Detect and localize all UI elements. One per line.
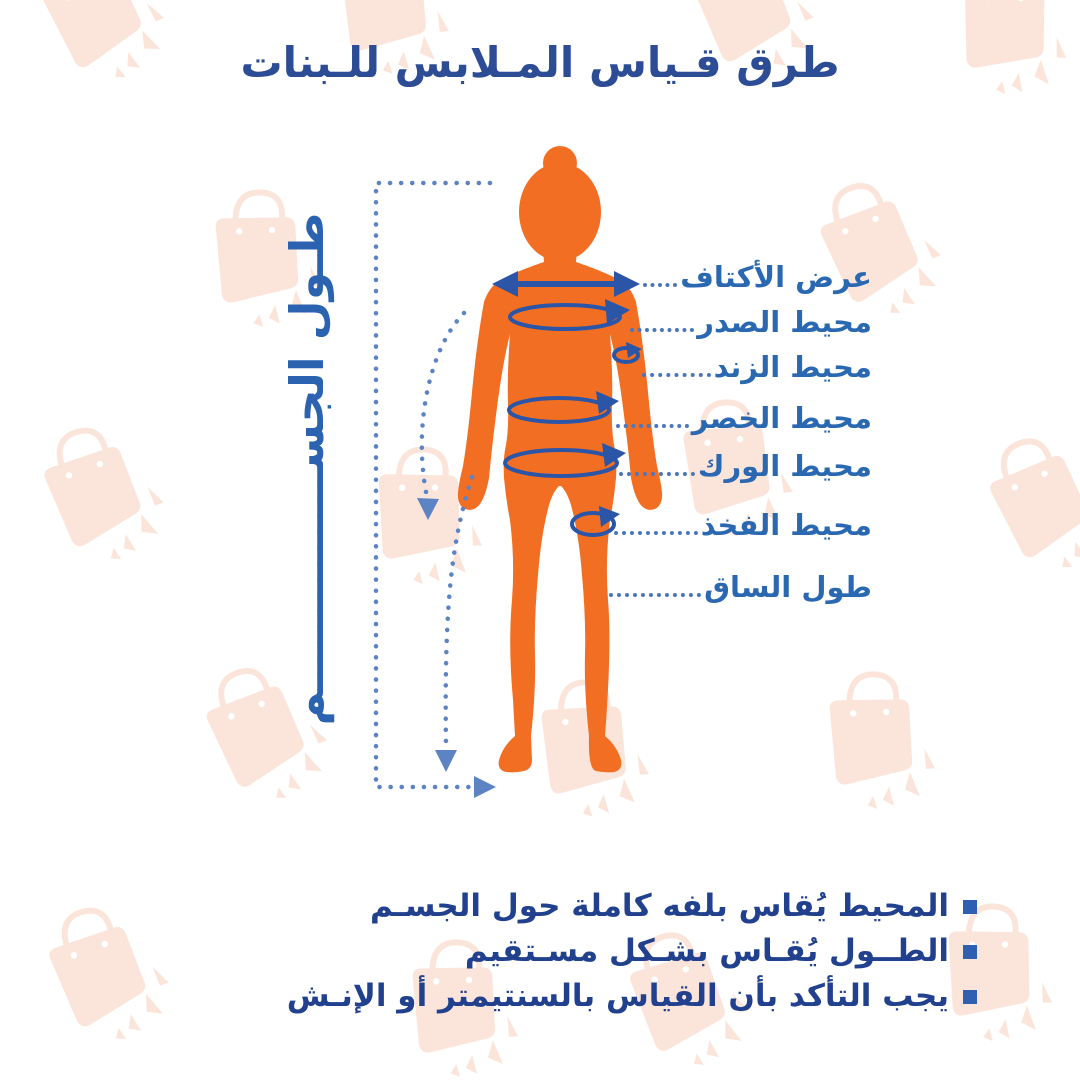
measurement-label-waist: محيط الخصر [616, 397, 872, 439]
arrow-down-icon [435, 750, 457, 772]
hip-ellipse [505, 450, 617, 476]
chest-ellipse [510, 305, 620, 329]
arrow-right-icon [474, 776, 496, 798]
square-bullet-icon [963, 900, 977, 914]
shopping-bag-icon [500, 663, 669, 832]
measurement-label-shoulder-width: عرض الأكتاف [643, 256, 872, 298]
body-length-label: طـول الجســــــــــــــم [280, 212, 334, 726]
dotted-leader [616, 424, 689, 428]
waist-ellipse [509, 398, 609, 422]
measurement-label-leg-length: طول الساق [609, 566, 872, 608]
hair-bun [543, 146, 577, 180]
measurement-label-hip: محيط الورك [619, 445, 872, 487]
dotted-leader [609, 593, 701, 597]
dotted-leader [642, 373, 711, 377]
shoulder-width-arrow [492, 271, 640, 297]
shopping-bag-icon [10, 410, 179, 579]
thigh-ellipse [572, 513, 614, 535]
forearm-ellipse [614, 348, 638, 362]
measurement-label-forearm: محيط الزند [642, 346, 872, 388]
shopping-bag-icon [15, 890, 184, 1059]
dotted-leader [643, 283, 677, 287]
notes-list [287, 884, 977, 1019]
dotted-leader [619, 472, 695, 476]
note-item: الطــول يُقـاس بشـكل مسـتقيم [287, 929, 977, 974]
square-bullet-icon [963, 945, 977, 959]
square-bullet-icon [963, 990, 977, 1004]
dotted-leader [630, 328, 694, 332]
shopping-bag-icon [331, 426, 509, 604]
shopping-bag-icon [953, 416, 1080, 594]
note-item: يجب التأكد بأن القياس بالسنتيمتر أو الإنـش [287, 974, 977, 1019]
measurement-label-thigh: محيط الفخذ [614, 504, 872, 546]
head [519, 163, 601, 261]
shopping-bag-icon [785, 653, 959, 827]
measurement-label-chest: محيط الصدر [630, 301, 872, 343]
dotted-leader [614, 531, 698, 535]
note-item: المحيط يُقاس بلفه كاملة حول الجسـم [287, 884, 977, 929]
page-title: طرق قـياس المـلابس للـبنات [240, 38, 840, 87]
